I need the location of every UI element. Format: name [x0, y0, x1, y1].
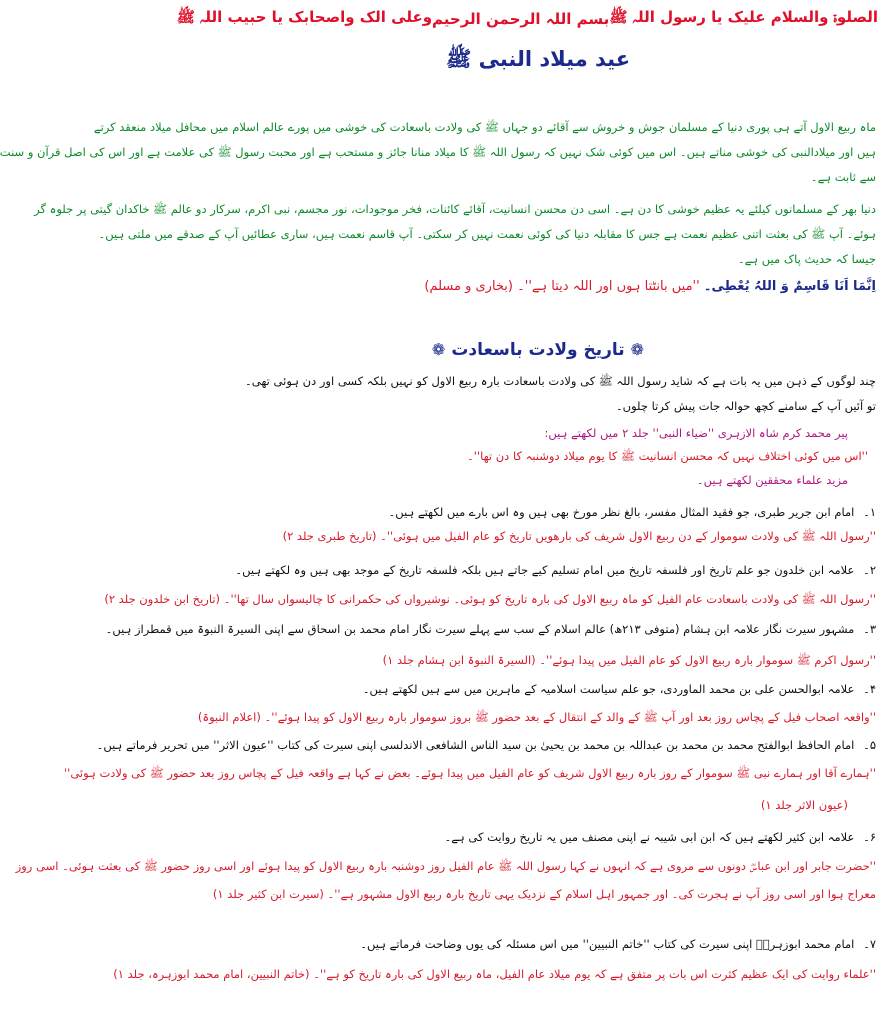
list-item-number: ۵۔: [863, 738, 876, 752]
list-item-4-intro: [200, 680, 876, 698]
section-title-text: تاریخ ولادت باسعادت: [451, 340, 625, 360]
ornament-right-icon: ❁: [630, 340, 645, 359]
hadith-arabic: اِنَّمَا اَنَا قَاسِمٌ وَ اللہُ یُعْطِی۔: [703, 279, 876, 294]
list-item-text: امام الحافظ ابوالفتح محمد بن محمد بن عبداللہ بن محمد بن یحییٰ بن سید الناس الشافعی الاندلسی اپنی سیرت کی کتاب ''عیون الاثر'' میں تحریر فرماتے ہیں۔: [96, 738, 855, 752]
list-item-6-quote-cont: معراج ہوا اور اسی روز آپ نے ہجرت کی۔ اور جمہور اہل اسلام کے نزدیک یہی تاریخ بارہ ربیع الاول مشہور ہے''۔ (سیرت ابن کثیر جلد ۱): [212, 887, 876, 901]
list-item-number: ۳۔: [863, 622, 876, 636]
list-item-6-intro: [200, 828, 876, 846]
list-item-text: علامہ ابن کثیر لکھتے ہیں کہ ابن ابی شیبہ نے اپنی مصنف میں یہ تاریخ روایت کی ہے۔: [444, 830, 855, 844]
list-item-text: امام محمد ابوزہرہؒ اپنی سیرت کی کتاب ''خاتم النبیین'' میں اس مسئلہ کی یوں وضاحت فرماتے ہیں۔: [360, 937, 855, 951]
intro-line-1: ماہ ربیع الاول آتے ہی پوری دنیا کے مسلمان جوش و خروش سے آقائے دو جہاں ﷺ کی ولادت باسعادت کی خوشی میں پورے عالم اسلام میں محافل میلاد منعقد کرتے: [93, 120, 876, 134]
header-bismillah: بسم اللہ الرحمن الرحیم: [432, 10, 610, 28]
list-item-number: ۲۔: [863, 563, 876, 577]
intro-line-6: جیسا کہ حدیث پاک میں ہے۔: [737, 252, 876, 266]
list-item-7-quote: ''علماء روایت کی ایک عظیم کثرت اس بات پر متفق ہے کہ یوم میلاد عام الفیل، ماہ ربیع الاول کی بارہ تاریخ کو ہے''۔ (خاتم النبیین، امام محمد ابوزہرہ، جلد ۱): [113, 967, 876, 981]
list-item-number: ۷۔: [863, 937, 876, 951]
body-line-1: چند لوگوں کے ذہن میں یہ بات ہے کہ شاید رسول اللہ ﷺ کی ولادت باسعادت بارہ ربیع الاول کو نہیں بلکہ کسی اور دن ہوئی تھی۔: [245, 374, 876, 388]
pir-karam-shah-line: پیر محمد کرم شاہ الازہری ''ضیاء النبی'' جلد ۲ میں لکھتے ہیں:: [544, 426, 848, 440]
list-item-number: ۶۔: [863, 830, 876, 844]
more-scholars-line: مزید علماء محققین لکھتے ہیں۔: [696, 473, 848, 487]
pir-quote: ''اس میں کوئی اختلاف نہیں کہ محسن انسانیت ﷺ کا یوم میلاد دوشنبہ کا دن تھا''۔: [467, 449, 868, 463]
list-item-2-intro: [200, 561, 876, 579]
list-item-3-intro: [105, 620, 876, 638]
list-item-5-source: (عیون الاثر جلد ۱): [760, 798, 848, 812]
intro-line-5: ہوئے۔ آپ ﷺ کی بعثت اتنی عظیم نعمت ہے جس کا مقابلہ دنیا کی کوئی نعمت نہیں کر سکتی۔ آپ قاسم نعمت ہیں، ساری عطائیں آپ کے صدقے میں ملتی ہیں۔: [98, 227, 876, 241]
hadith-translation: ''میں بانٹتا ہوں اور اللہ دیتا ہے''۔ (بخاری و مسلم): [424, 279, 700, 294]
intro-line-4: دنیا بھر کے مسلمانوں کیلئے یہ عظیم خوشی کا دن ہے۔ اسی دن محسن انسانیت، آقائے کائنات، فخر موجودات، نور مجسم، نبی اکرم، سرکار دو عالم ﷺ خاکدان گیتی پر جلوہ گر: [34, 202, 876, 216]
list-item-7-intro: [200, 935, 876, 953]
header-salutation-right: الصلوۃ والسلام علیک یا رسول اللہ ﷺ: [609, 8, 878, 26]
page-title: عید میلاد النبی ﷺ: [445, 47, 631, 71]
list-item-text: علامہ ابن خلدون جو علم تاریخ اور فلسفہ تاریخ میں امام تسلیم کیے جاتے ہیں بلکہ فلسفہ تاریخ کے موجد بھی ہیں وہ لکھتے ہیں۔: [235, 563, 855, 577]
list-item-text: علامہ ابوالحسن علی بن محمد الماوردی، جو علم سیاست اسلامیہ کے ماہرین میں سے ہیں لکھتے ہیں۔: [362, 682, 855, 696]
list-item-3-quote: ''رسول اکرم ﷺ سوموار بارہ ربیع الاول کو عام الفیل میں پیدا ہوئے''۔ (السیرۃ النبوۃ ابن ہشام جلد ۱): [382, 653, 876, 667]
list-item-5-quote: ''ہمارے آقا اور ہمارے نبی ﷺ سوموار کے روز بارہ ربیع الاول شریف کو عام الفیل میں پیدا ہوئے۔ بعض نے کہا ہے واقعہ فیل کے پچاس روز بعد حضور ﷺ کی ولادت ہوئی'': [64, 766, 876, 780]
list-item-text: مشہور سیرت نگار علامہ ابن ہشام (متوفی ۲۱۳ھ) عالم اسلام کے سب سے پہلے سیرت نگار امام محمد بن اسحاق سے اپنی السیرۃ النبوۃ میں قمطراز ہیں۔: [105, 622, 855, 636]
list-item-4-quote: ''واقعہ اصحاب فیل کے پچاس روز بعد اور آپ ﷺ کے والد کے انتقال کے بعد حضور ﷺ بروز سوموار بارہ ربیع الاول کو پیدا ہوئے''۔ (اعلام النبوۃ): [197, 710, 876, 724]
intro-line-3: سے ثابت ہے۔: [810, 170, 876, 184]
list-item-number: ۱۔: [863, 505, 876, 519]
body-line-2: تو آئیں آپ کے سامنے کچھ حوالہ جات پیش کرتا چلوں۔: [615, 399, 876, 413]
ornament-left-icon: ❁: [431, 340, 446, 359]
list-item-text: امام ابن جریر طبری، جو فقید المثال مفسر، بالغ نظر مورخ بھی ہیں وہ اس بارے میں لکھتے ہیں۔: [388, 505, 855, 519]
intro-line-2: ہیں اور میلادالنبی کی خوشی مناتے ہیں۔ اس میں کوئی شک نہیں کہ رسول اللہ ﷺ کا میلاد منانا جائز و مستحب ہے اور محبت رسول ﷺ کی علامت ہے اور اس کی اصل قرآن و سنت: [0, 145, 876, 159]
header-salutation-left: وعلی الک واصحابک یا حبیب اللہ ﷺ: [176, 8, 433, 26]
list-item-5-intro: [96, 736, 876, 754]
list-item-1-quote: ''رسول اللہ ﷺ کی ولادت سوموار کے دن ربیع الاول شریف کی بارھویں تاریخ کو عام الفیل میں ہوئی''۔ (تاریخ طبری جلد ۲): [282, 529, 876, 543]
list-item-2-quote: ''رسول اللہ ﷺ کی ولادت باسعادت عام الفیل کو ماہ ربیع الاول کی بارہ تاریخ کو ہوئی۔ نوشیرواں کی حکمرانی کا چالیسواں سال تھا''۔ (تاریخ ابن خلدون جلد ۲): [104, 592, 876, 606]
list-item-1-intro: [200, 503, 876, 521]
section-title: [188, 340, 888, 360]
list-item-number: ۴۔: [863, 682, 876, 696]
header-salutations: [176, 6, 878, 32]
hadith-line: [200, 278, 876, 296]
list-item-6-quote: ''حضرت جابر اور ابن عباسؓ دونوں سے مروی ہے کہ انہوں نے کہا رسول اللہ ﷺ عام الفیل روز دوشنبہ بارہ ربیع الاول کو پیدا ہوئے اور اسی روز حضور ﷺ کی بعثت ہوئی۔ اسی روز: [15, 859, 876, 873]
